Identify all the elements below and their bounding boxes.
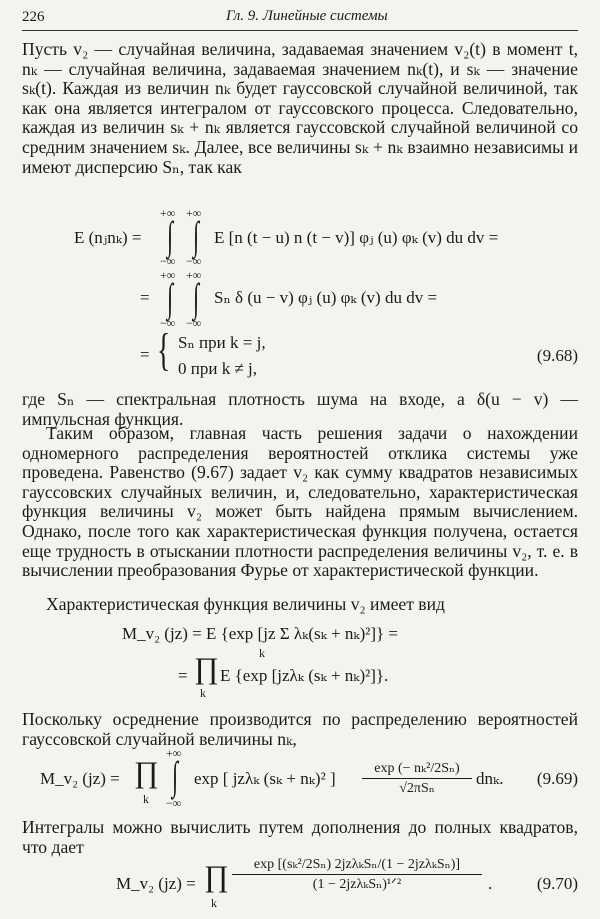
eq1-int1-upper: +∞ [160, 206, 176, 220]
paragraph-1-text: Пусть v₂ — случайная величина, задаваемая значением v₂(t) в момент t, nₖ — случайная величина, задаваемая значением nₖ(t), и sₖ — значение sₖ(t). Каждая из величин nₖ будет гауссовской случайной величиной, так как она является интегралом от гауссовского процесса. Следовательно, каждая из величин sₖ + nₖ является гауссовской случайной величиной со средним значением sₖ. Далее, все величины sₖ + nₖ взаимно независимы и имеют дисперсию Sₙ, так как [22, 39, 578, 177]
paragraph-5-text: Поскольку осреднение производится по распределению вероятностей гауссовской случайной величины nₖ, [22, 709, 578, 749]
paragraph-4 [22, 595, 578, 615]
eq1-int1-lower: −∞ [160, 254, 176, 268]
eq3-tail: dnₖ. [476, 769, 504, 788]
case-2: 0 при k ≠ j, [178, 359, 257, 378]
eq3-product: ∏ [134, 756, 159, 789]
eq1-body: E [n (t − u) n (t − v)] φⱼ (u) φₖ (v) du dv = [214, 228, 499, 247]
eq3-product-index: k [143, 792, 149, 806]
paragraph-1 [22, 40, 578, 177]
cases-brace: { [157, 324, 171, 375]
eq1-int1: ∫ [167, 213, 174, 258]
eq1b-int2-upper: +∞ [186, 268, 202, 282]
eq2a: M_v₂ (jz) = E {exp [jz Σ λₖ(sₖ + nₖ)²]} = [122, 624, 399, 643]
eq1b-int1: ∫ [167, 275, 174, 320]
eq3-int-lower: −∞ [166, 796, 182, 810]
eq-number-968: (9.68) [536, 346, 578, 365]
eq1-int2-upper: +∞ [186, 206, 202, 220]
eq3-body: exp [ jzλₖ (sₖ + nₖ)² ] [194, 769, 336, 788]
eq-number-969: (9.69) [536, 769, 578, 788]
header-rule [22, 30, 578, 31]
page-number: 226 [22, 9, 45, 25]
eq1b-body: Sₙ δ (u − v) φⱼ (u) φₖ (v) du dv = [214, 288, 438, 307]
eq4-lhs: M_v₂ (jz) = [116, 874, 196, 893]
paragraph-3-text: Таким образом, главная часть решения задачи о нахождении одномерного распределения вероятностей отклика системы уже проведена. Равенство (9.67) задает v₂ как сумму квадратов независимых гауссовских случайных величин, и, следовательно, характеристическая функция величины v₂ может быть найдена прямым вычислением. Однако, после того как характеристическая функция получена, остается еще трудность в отыскании плотности распределения величины v₂, т. е. в вычислении преобразования Фурье от характеристической функции. [22, 423, 578, 581]
eq2a-sum-index: k [259, 646, 265, 660]
eq-number-970: (9.70) [536, 874, 578, 893]
eq1b-equals: = [140, 288, 150, 307]
eq2b-product-index: k [200, 686, 206, 700]
running-title: Гл. 9. Линейные системы [226, 8, 388, 24]
eq3-fraction [362, 760, 472, 797]
eq4-numerator: exp [(sₖ²/2Sₙ) 2jzλₖSₙ/(1 − 2jzλₖSₙ)] [253, 857, 461, 872]
case-1: Sₙ при k = j, [178, 333, 266, 352]
eq1-lhs: E (nⱼnₖ) = [74, 228, 142, 247]
eq1b-int1-upper: +∞ [160, 268, 176, 282]
eq1b-int2: ∫ [193, 275, 200, 320]
eq4-fraction [232, 856, 482, 893]
eq1-int2: ∫ [193, 213, 200, 258]
eq3-denominator: √2πSₙ [399, 781, 435, 796]
eq3-lhs: M_v₂ (jz) = [40, 769, 120, 788]
eq1c-equals: = [140, 345, 150, 364]
paragraph-6-text: Интегралы можно вычислить путем дополнения до полных квадратов, что дает [22, 817, 578, 857]
paragraph-3 [22, 424, 578, 581]
eq2b-body: E {exp [jzλₖ (sₖ + nₖ)²]}. [220, 666, 389, 685]
eq3-fraction-bar [362, 778, 472, 779]
eq4-fraction-bar [232, 874, 482, 875]
eq3-int: ∫ [172, 753, 179, 798]
eq2b-product: ∏ [194, 652, 219, 685]
eq3-numerator: exp (− nₖ²/2Sₙ) [374, 761, 460, 776]
eq4-product: ∏ [204, 860, 229, 893]
eq2b-equals: = [178, 666, 188, 685]
eq1b-int1-lower: −∞ [160, 316, 176, 330]
paragraph-4-text: Характеристическая функция величины v₂ имеет вид [46, 594, 445, 614]
eq4-tail: . [488, 874, 493, 893]
paragraph-2-text: где Sₙ — спектральная плотность шума на входе, а δ(u − v) — импульсная функция. [22, 389, 578, 429]
paragraph-6 [22, 818, 578, 857]
paragraph-5 [22, 710, 578, 749]
eq4-denominator: (1 − 2jzλₖSₙ)¹ᐟ² [312, 877, 402, 892]
eq1b-int2-lower: −∞ [186, 316, 202, 330]
eq1-int2-lower: −∞ [186, 254, 202, 268]
eq4-product-index: k [211, 896, 217, 910]
eq3-int-upper: +∞ [166, 746, 182, 760]
